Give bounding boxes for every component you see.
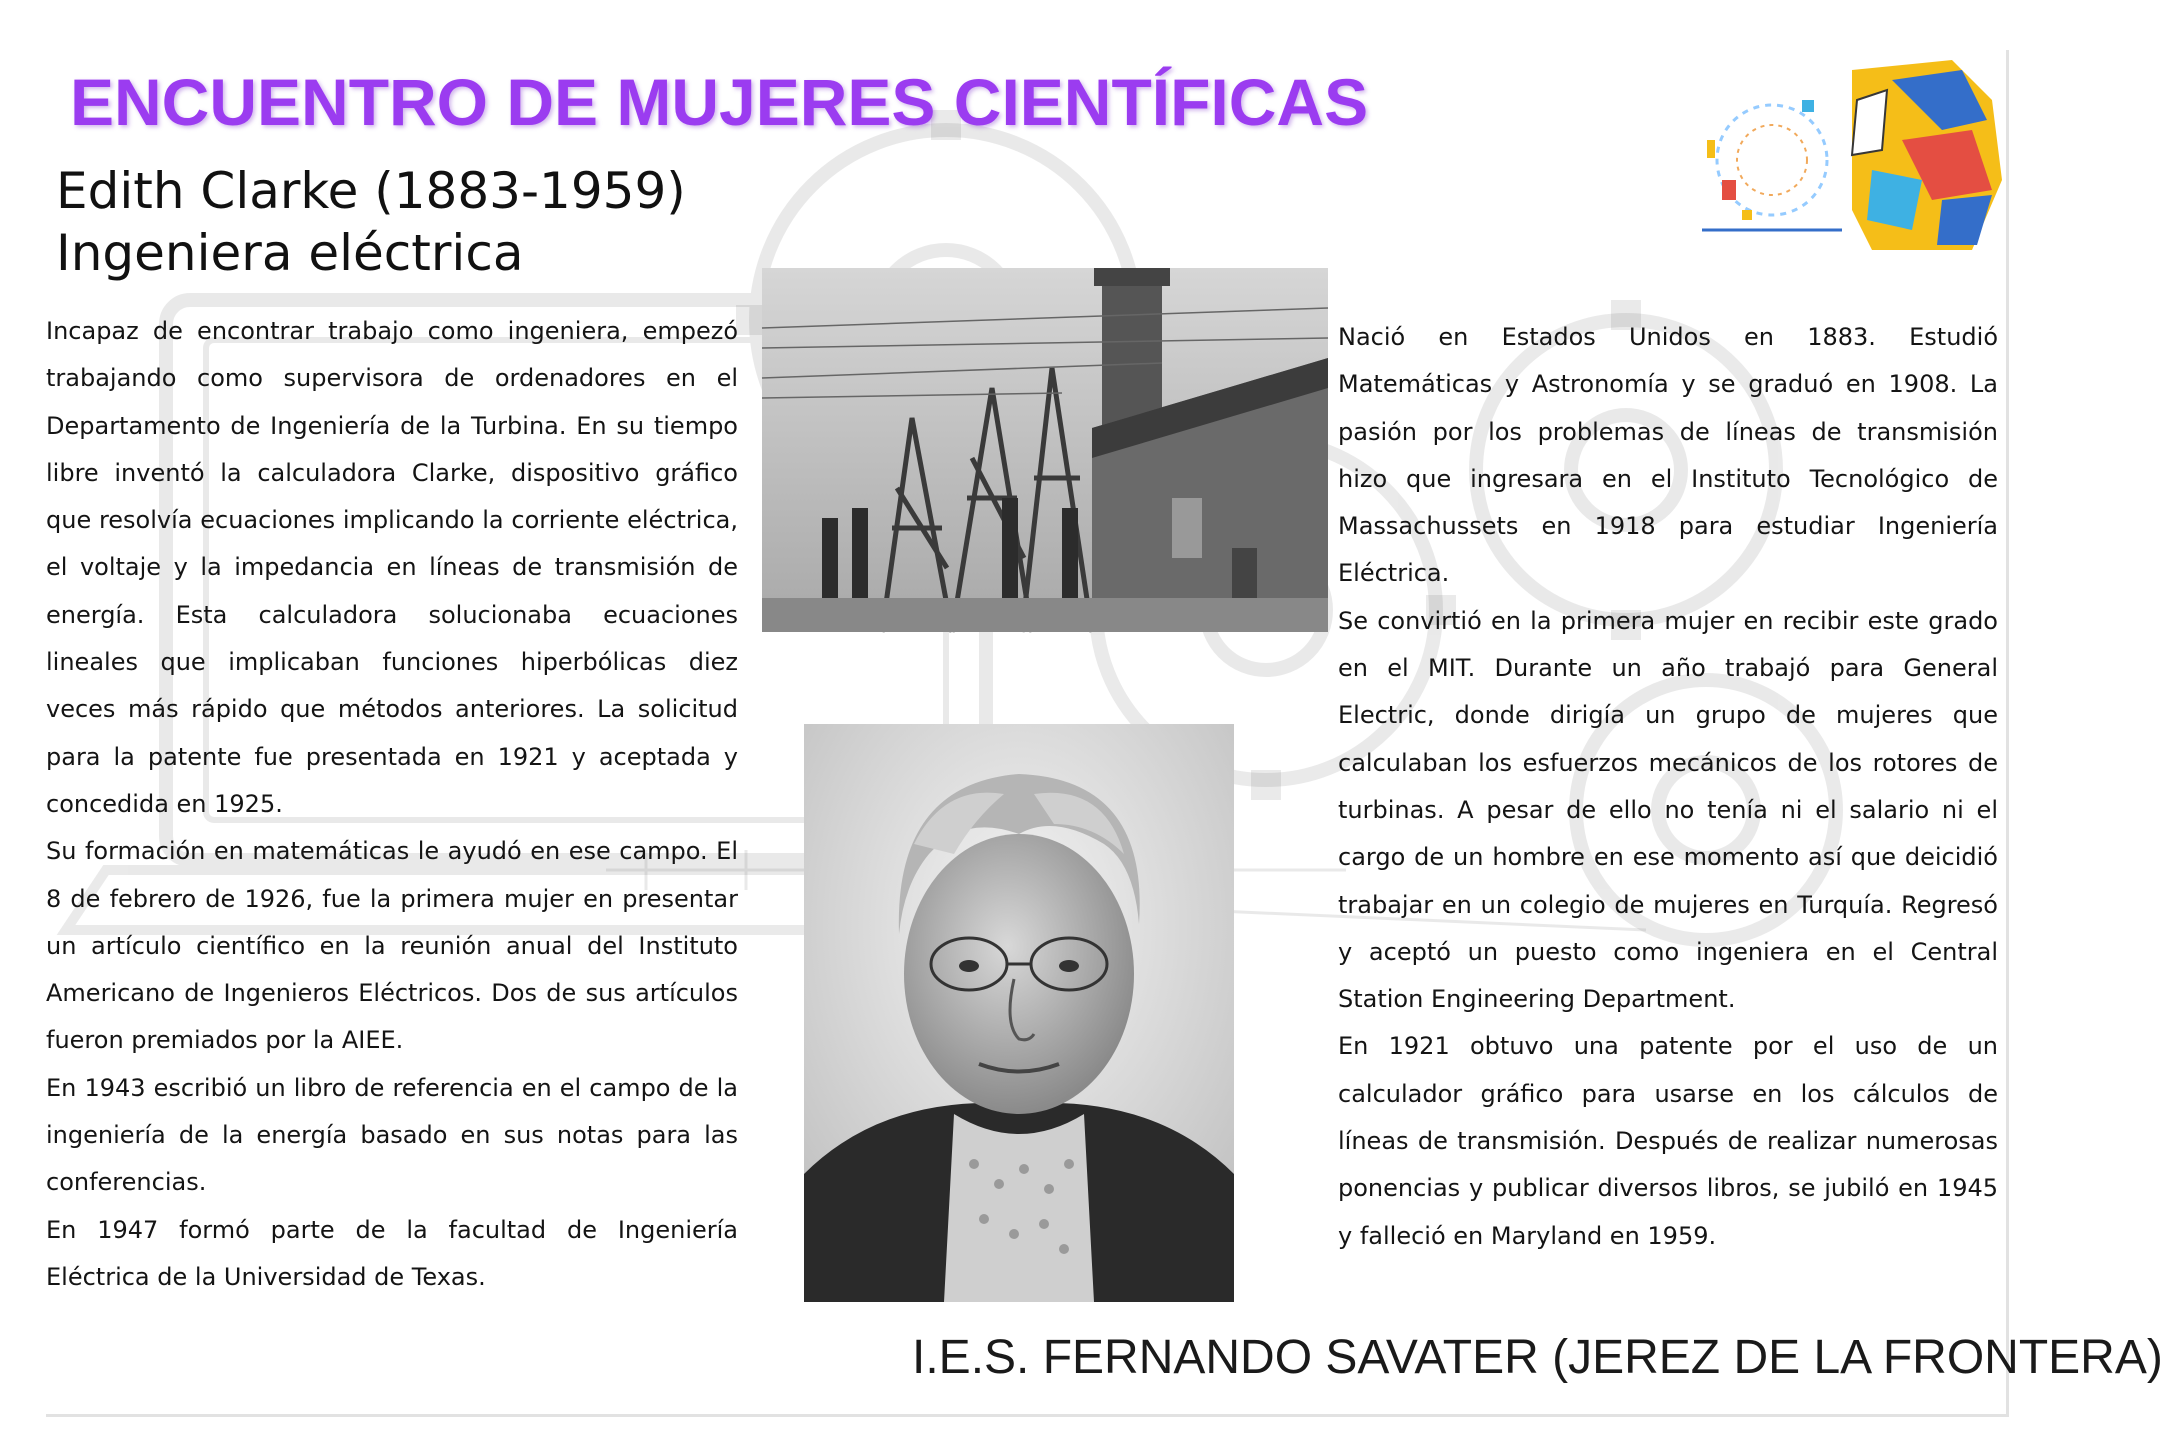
left-column-text — [46, 308, 738, 1301]
left-paragraph: Incapaz de encontrar trabajo como ingeniera, empezó trabajando como supervisora de ordenadores en el Departamento de Ingeniería de la Turbina. En su tiempo libre inventó la calculadora Clarke, dispositivo gráfico que resolvía ecuaciones implicando la corriente eléctrica, el voltaje y la impedancia en líneas de transmisión de energía. Esta calculadora solucionaba ecuaciones lineales que implicaban funciones hiperbólicas diez veces más rápido que métodos anteriores. La solicitud para la patente fue presentada en 1921 y aceptada y concedida en 1925. — [46, 317, 738, 818]
power-station-photo — [762, 268, 1328, 632]
school-footer: I.E.S. FERNANDO SAVATER (JEREZ DE LA FRONTERA) — [912, 1331, 2163, 1384]
poster — [46, 50, 2163, 1417]
right-column-text — [1338, 314, 1998, 1260]
poster-title: ENCUENTRO DE MUJERES CIENTÍFICAS — [70, 65, 1369, 139]
left-paragraph: En 1947 formó parte de la facultad de Ingeniería Eléctrica de la Universidad de Texas. — [46, 1215, 738, 1291]
scientist-heading — [56, 160, 686, 284]
right-paragraph: En 1921 obtuvo una patente por el uso de un calculador gráfico para usarse en los cálculos de líneas de transmisión. Después de realizar numerosas ponencias y publicar diversos libros, se jubiló en 1945 y falleció en Maryland en 1959. — [1338, 1032, 1998, 1250]
left-paragraph: En 1943 escribió un libro de referencia en el campo de la ingeniería de la energía basado en sus notas para las conferencias. — [46, 1073, 738, 1197]
scientist-name: Edith Clarke (1883-1959) — [56, 162, 686, 220]
left-paragraph: Su formación en matemáticas le ayudó en ese campo. El 8 de febrero de 1926, fue la primera mujer en presentar un artículo científico en la reunión anual del Instituto Americano de Ingenieros Eléctricos. Dos de sus artículos fueron premiados por la AIEE. — [46, 837, 738, 1055]
right-paragraph: Se convirtió en la primera mujer en recibir este grado en el MIT. Durante un año trabajó para General Electric, donde dirigía un grupo de mujeres que calculaban los esfuerzos mecánicos de los rotores de turbinas. A pesar de ello no tenía ni el salario ni el cargo de un hombre en ese momento así que deicidió trabajar en un colegio de mujeres en Turquía. Regresó y aceptó un puesto como ingeniera en el Central Station Engineering Department. — [1338, 606, 1998, 1014]
colorful-face-logo — [1702, 60, 2002, 250]
edith-clarke-portrait — [804, 724, 1234, 1302]
scientist-role: Ingeniera eléctrica — [56, 224, 524, 282]
right-paragraph: Nació en Estados Unidos en 1883. Estudió Matemáticas y Astronomía y se graduó en 1908. La pasión por los problemas de líneas de transmisión hizo que ingresara en el Instituto Tecnológico de Massachussets en 1918 para estudiar Ingeniería Eléctrica. — [1338, 323, 1998, 588]
